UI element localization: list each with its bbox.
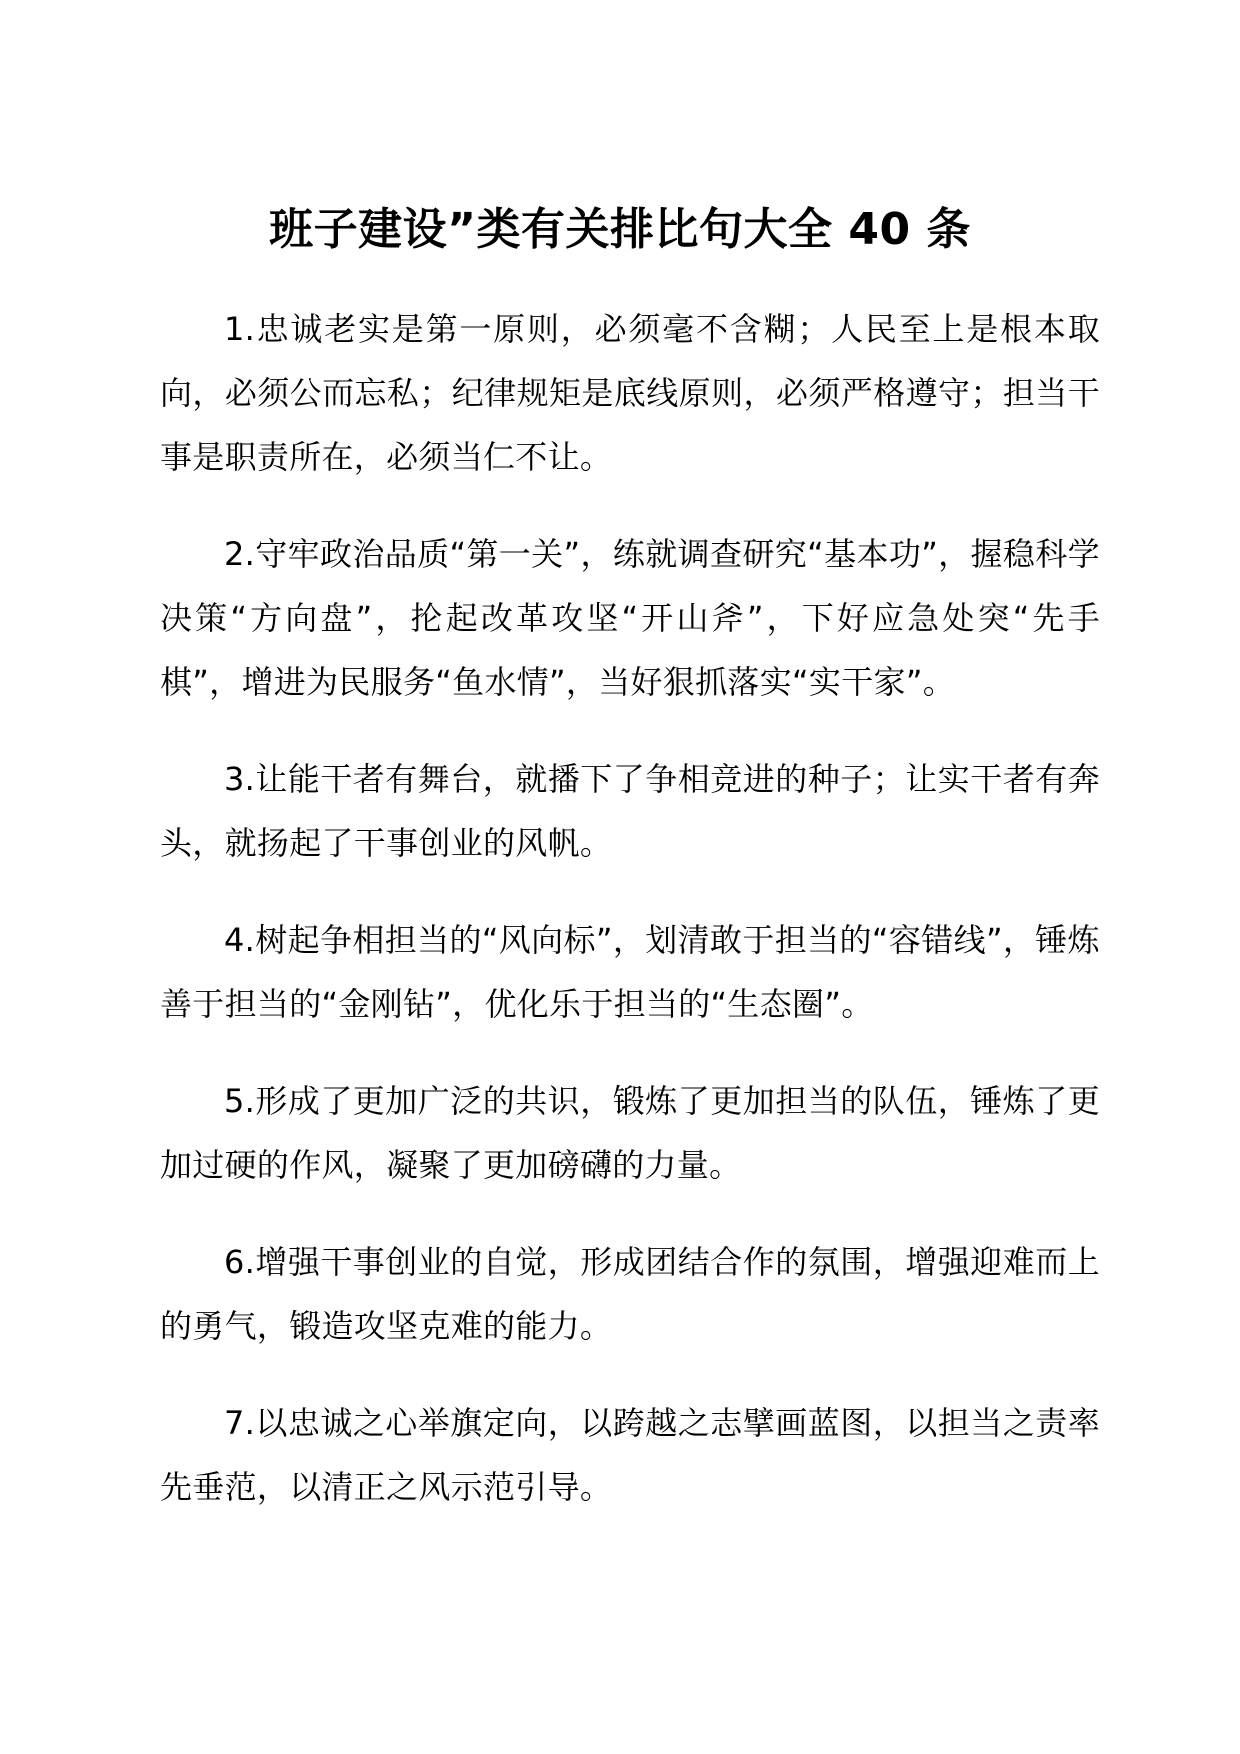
- paragraph-1: 1.忠诚老实是第一原则，必须毫不含糊；人民至上是根本取向，必须公而忘私；纪律规矩是底线原则，必须严格遵守；担当干事是职责所在，必须当仁不让。: [160, 310, 1100, 476]
- paragraph-6: 6.增强干事创业的自觉，形成团结合作的氛围，增强迎难而上的勇气，锻造攻坚克难的能力。: [160, 1243, 1100, 1345]
- paragraph-2: 2.守牢政治品质“第一关”，练就调查研究“基本功”，握稳科学决策“方向盘”，抡起改革攻坚“开山斧”，下好应急处突“先手棋”，增进为民服务“鱼水情”，当好狠抓落实“实干家”。: [160, 535, 1100, 701]
- paragraph-3: 3.让能干者有舞台，就播下了争相竞进的种子；让实干者有奔头，就扬起了干事创业的风帆。: [160, 760, 1100, 862]
- document-title: 班子建设”类有关排比句大全 40 条: [269, 204, 971, 255]
- paragraph-4: 4.树起争相担当的“风向标”，划清敢于担当的“容错线”，锤炼善于担当的“金刚钻”，优化乐于担当的“生态圈”。: [160, 921, 1100, 1023]
- document-body: [160, 297, 1100, 1552]
- paragraph-7: 7.以忠诚之心举旗定向，以跨越之志擘画蓝图，以担当之责率先垂范，以清正之风示范引导。: [160, 1404, 1100, 1506]
- paragraph-5: 5.形成了更加广泛的共识，锻炼了更加担当的队伍，锤炼了更加过硬的作风，凝聚了更加磅礴的力量。: [160, 1082, 1100, 1184]
